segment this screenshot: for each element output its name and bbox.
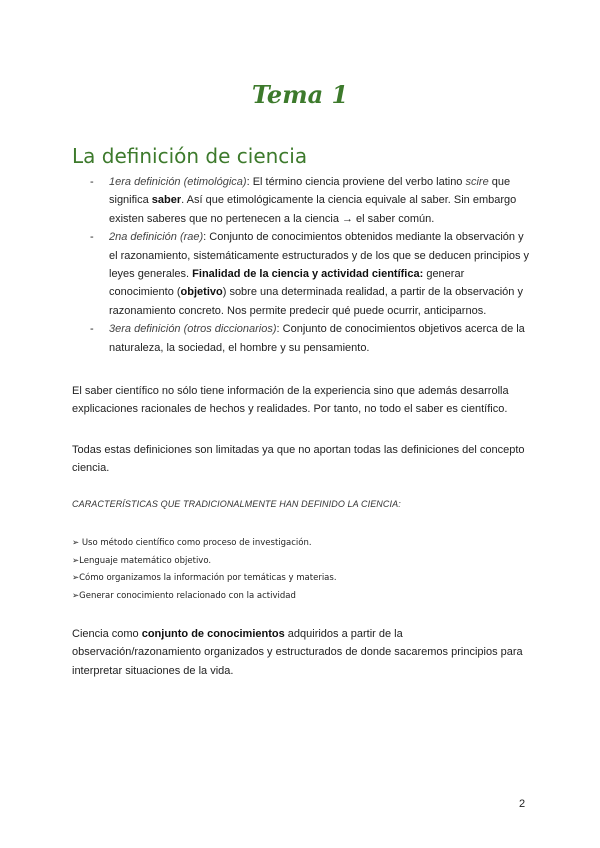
bold-term: Finalidad de la ciencia y actividad científica: xyxy=(192,268,424,281)
paragraph: Ciencia como conjunto de conocimientos adquiridos a partir de la observación/razonamiento organizados y estructurados de donde sacaremos principios para interpretar situaciones de la vida. xyxy=(72,628,523,677)
bullet: - xyxy=(90,323,94,336)
definition-label: 1era definición (etimológica) xyxy=(109,176,247,188)
list-item: - 1era definición (etimológica): El término ciencia proviene del verbo latino scire que significa saber. Así que etimológicamente la ciencia equivale al saber. Sin embargo existen saberes que no pertenecen a la ciencia → el saber común. xyxy=(90,173,530,228)
paragraph: Todas estas definiciones son limitadas ya que no aportan todas las definiciones del concepto ciencia. xyxy=(72,444,525,475)
section-heading: La definición de ciencia xyxy=(72,144,308,168)
characteristics-heading: CARACTERÍSTICAS QUE TRADICIONALMENTE HAN DEFINIDO LA CIENCIA: xyxy=(72,499,401,509)
definition-text: Conjunto de conocimientos objetivos acerca de la naturaleza, la sociedad, el hombre y su pensamiento. xyxy=(109,323,525,354)
list-item: ➢Lenguaje matemático objetivo. xyxy=(72,555,212,566)
list-item: ➢ Uso método científico como proceso de investigación. xyxy=(72,538,312,548)
paragraph: El saber científico no sólo tiene información de la experiencia sino que además desarrolla explicaciones racionales de hechos y realidades. Por tanto, no todo el saber es científico. xyxy=(72,385,509,416)
definition-label: 2na definición (rae) xyxy=(109,231,204,244)
list-item: ➢Cómo organizamos la información por temáticas y materias. xyxy=(72,573,337,584)
latin-word: scire xyxy=(465,176,489,188)
definition-label: 3era definición (otros diccionarios) xyxy=(109,323,277,336)
page-number: 2 xyxy=(519,798,526,810)
bullet: - xyxy=(90,176,94,188)
bold-term: objetivo xyxy=(180,286,223,299)
characteristics-list xyxy=(72,535,337,605)
page-title: Tema 1 xyxy=(251,80,349,109)
list-item: - 2na definición (rae): Conjunto de conocimientos obtenidos mediante la observación y el razonamiento, sistemáticamente estructurados y de los que se deducen principios y leyes generales. Finalidad de la ciencia y actividad científica: generar conocimiento (objetivo) sobre una determinada realidad, a partir de la observación y razonamiento concreto. Nos permite predecir qué puede ocurrir, anticiparnos. xyxy=(90,228,530,320)
bold-term: conjunto de conocimientos xyxy=(141,628,285,640)
bullet: - xyxy=(90,231,94,244)
bold-term: saber xyxy=(151,194,182,207)
definitions-list xyxy=(90,173,530,357)
definition-text: Conjunto de conocimientos obtenidos mediante la observación y el razonamiento, sistemáticamente estructurados y de los que se deducen principios y leyes generales. xyxy=(109,231,530,281)
list-item: - 3era definición (otros diccionarios): Conjunto de conocimientos objetivos acerca de la naturaleza, la sociedad, el hombre y su pensamiento. xyxy=(90,320,530,357)
list-item: ➢Generar conocimiento relacionado con la actividad xyxy=(72,590,296,601)
definition-text: El término ciencia proviene del verbo latino xyxy=(252,176,466,188)
